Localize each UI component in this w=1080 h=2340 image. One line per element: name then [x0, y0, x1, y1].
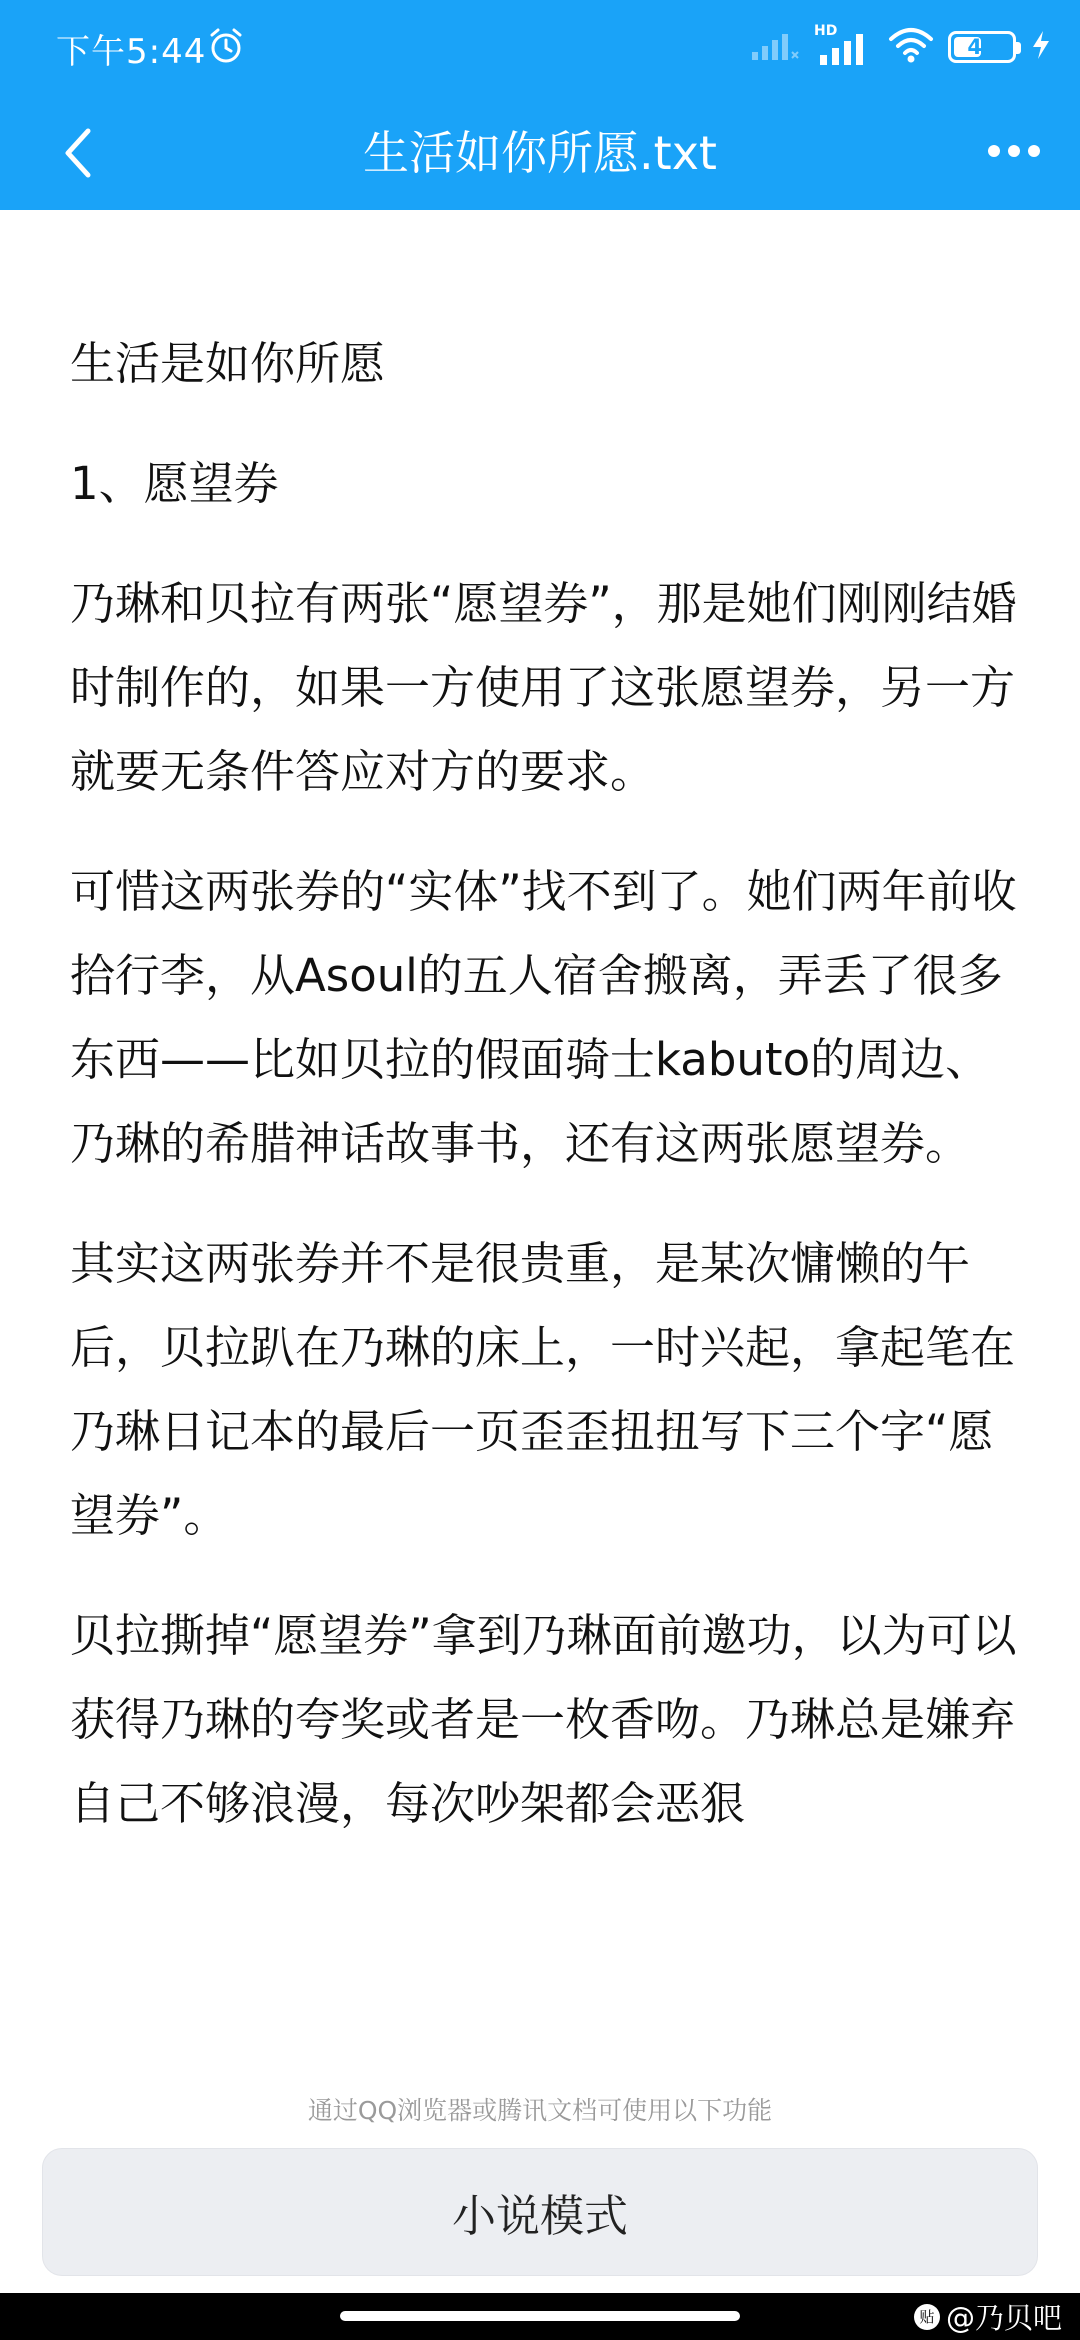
feature-hint: 通过QQ浏览器或腾讯文档可使用以下功能 [0, 2094, 1080, 2128]
status-bar [0, 0, 1080, 95]
document-paragraph: 贝拉撕掉“愿望券”拿到乃琳面前邀功，以为可以获得乃琳的夸奖或者是一枚香吻。乃琳总是嫌弃自己不够浪漫，每次吵架都会恶狠 [70, 1609, 1017, 1830]
document-paragraph: 1、愿望券 [70, 457, 279, 510]
more-button[interactable] [974, 121, 1054, 181]
wifi-icon [888, 25, 934, 69]
battery-label: 49 [967, 35, 997, 59]
document-body [70, 322, 1020, 1882]
charging-icon [1030, 29, 1052, 65]
chevron-left-icon [61, 126, 95, 180]
source-watermark [914, 2296, 1062, 2337]
document-paragraph: 可惜这两张券的“实体”找不到了。她们两年前收拾行李，从Asoul的五人宿舍搬离，弄丢了很多东西——比如贝拉的假面骑士kabuto的周边、乃琳的希腊神话故事书，还有这两张愿望券。 [70, 865, 1017, 1170]
gesture-bar [0, 2293, 1080, 2340]
watermark-text: @乃贝吧 [945, 2301, 1062, 2335]
app-header [0, 0, 1080, 210]
hd-signal-icon [814, 25, 874, 69]
alarm-icon [206, 26, 246, 70]
back-button[interactable] [38, 113, 118, 193]
document-paragraph: 生活是如你所愿 [70, 337, 386, 390]
status-time: 下午5:44 [56, 32, 207, 72]
document-paragraph: 其实这两张券并不是很贵重，是某次慵懒的午后，贝拉趴在乃琳的床上，一时兴起，拿起笔在乃琳日记本的最后一页歪歪扭扭写下三个字“愿望券”。 [70, 1237, 1016, 1542]
home-indicator[interactable] [340, 2311, 740, 2321]
battery-icon [948, 31, 1016, 63]
watermark-badge: 贴 [914, 2304, 940, 2330]
more-horizontal-icon [1028, 145, 1040, 157]
document-title: 生活如你所愿.txt [363, 126, 717, 180]
network-label: HD [814, 23, 838, 39]
signal-icon [750, 28, 800, 66]
status-icons [750, 24, 1052, 70]
novel-mode-button[interactable]: 小说模式 [42, 2148, 1038, 2276]
navigation-bar [0, 95, 1080, 210]
more-horizontal-icon [1008, 145, 1020, 157]
document-paragraph: 乃琳和贝拉有两张“愿望券”，那是她们刚刚结婚时制作的，如果一方使用了这张愿望券，另一方就要无条件答应对方的要求。 [70, 577, 1017, 798]
more-horizontal-icon [988, 145, 1000, 157]
